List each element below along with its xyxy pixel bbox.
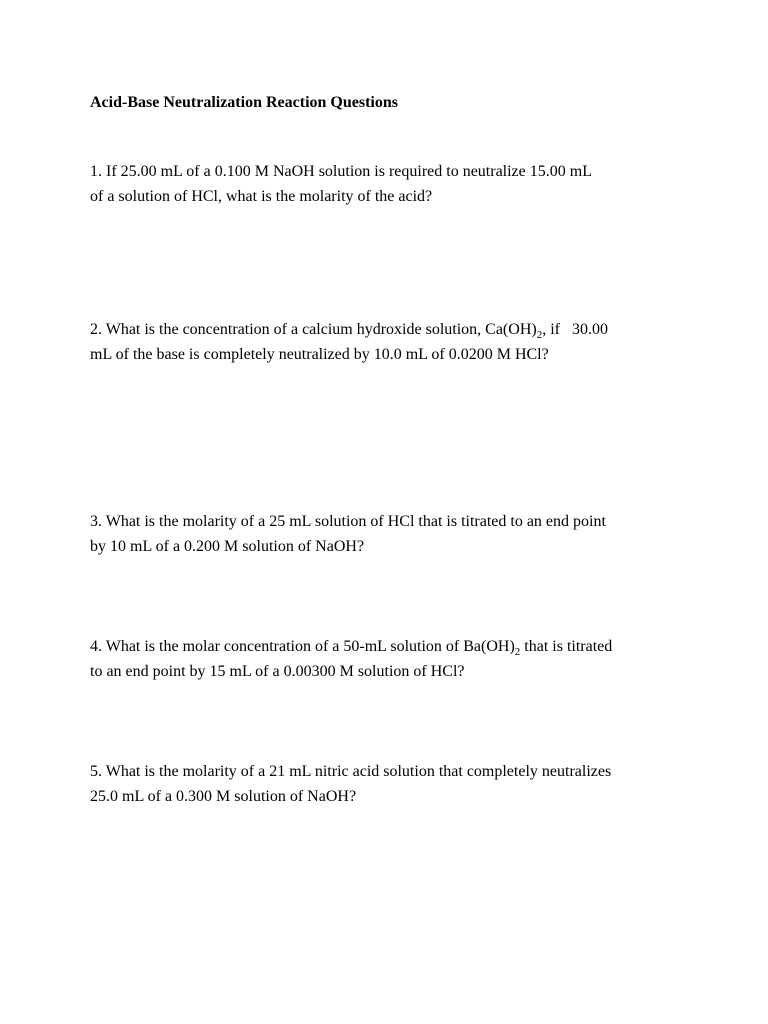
document-title: Acid-Base Neutralization Reaction Questions <box>90 94 398 111</box>
question-1-line-2: of a solution of HCl, what is the molarity of the acid? <box>90 188 433 205</box>
question-4-text-pre: 4. What is the molar concentration of a 50-mL solution of Ba(OH) <box>90 638 515 655</box>
question-2 <box>90 317 690 367</box>
question-3 <box>90 509 690 559</box>
question-2-text-pre: 2. What is the concentration of a calcium hydroxide solution, Ca(OH) <box>90 321 537 338</box>
question-2-subscript: 2 <box>536 329 543 341</box>
question-1 <box>90 159 690 209</box>
question-4-text-post: that is titrated <box>520 638 613 655</box>
question-3-line-2: by 10 mL of a 0.200 M solution of NaOH? <box>90 538 365 555</box>
question-2-line-1 <box>90 317 690 342</box>
question-4-line-1 <box>90 634 690 659</box>
question-4 <box>90 634 690 684</box>
question-1-line-1: 1. If 25.00 mL of a 0.100 M NaOH solution is required to neutralize 15.00 mL <box>90 163 592 180</box>
question-5-line-2: 25.0 mL of a 0.300 M solution of NaOH? <box>90 788 357 805</box>
question-4-line-2: to an end point by 15 mL of a 0.00300 M solution of HCl? <box>90 663 465 680</box>
question-4-subscript: 2 <box>514 646 521 658</box>
question-3-line-1: 3. What is the molarity of a 25 mL solution of HCl that is titrated to an end point <box>90 513 606 530</box>
question-2-text-post: , if 30.00 <box>542 321 608 338</box>
question-2-line-2: mL of the base is completely neutralized by 10.0 mL of 0.0200 M HCl? <box>90 346 549 363</box>
question-5-line-1: 5. What is the molarity of a 21 mL nitric acid solution that completely neutralizes <box>90 763 612 780</box>
question-5 <box>90 759 690 809</box>
